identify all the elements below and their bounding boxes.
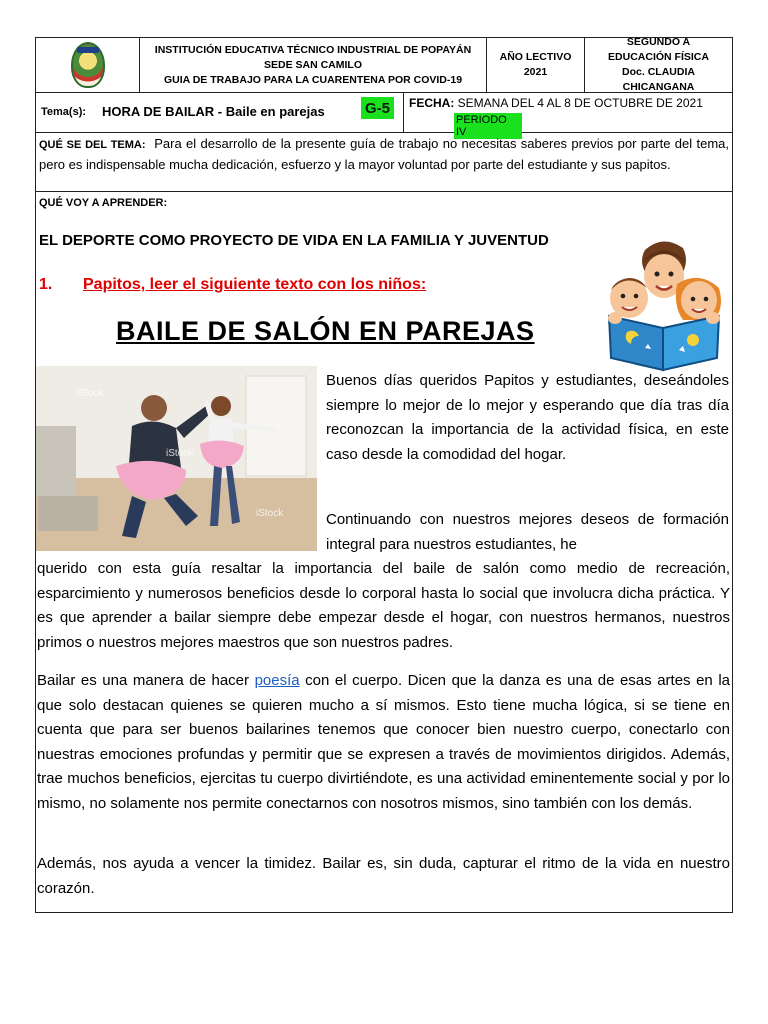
step-number: 1. <box>39 276 53 293</box>
topic-row <box>36 92 732 138</box>
topic-value: HORA DE BAILAR - Baile en parejas <box>102 104 325 119</box>
step-instruction: Papitos, leer el siguiente texto con los niños: <box>83 276 427 293</box>
grade-level: SEGUNDO A <box>626 36 691 48</box>
institution-campus: SEDE SAN CAMILO <box>263 58 362 71</box>
paragraph-dance-poetry <box>37 669 730 816</box>
step-1 <box>39 276 426 294</box>
watermark-3: iStock <box>256 508 284 519</box>
prior-knowledge-section <box>36 132 732 192</box>
year-cell <box>487 38 585 92</box>
period-badge: PERIODO IV <box>454 113 522 139</box>
year-label: AÑO LECTIVO <box>499 51 572 63</box>
prior-knowledge-label: QUÉ SE DEL TEMA: <box>39 139 146 151</box>
paragraph-greeting: Buenos días queridos Papitos y estudiantes, deseándoles siempre lo mejor de lo mejor y esperando que día tras día reconozcan la importancia de la actividad física, en este caso desde la comodidad del hogar. <box>326 372 729 463</box>
guide-code-badge: G-5 <box>361 97 394 119</box>
watermark-1: iStock <box>76 388 104 399</box>
p3-after: con el cuerpo. Dicen que la danza es una de esas artes en la que solo destacan quienes se quieren mucho a sí mismos. Esto tiene mucha lógica, si se tiene en cuenta que para ser buenos bailarines tenemos que conocer bien nuestro cuerpo, conectarlo con nuestras emociones profundas y permitir que se expresen a través de movimientos dirigidos. Además, trae muchos beneficios, ejercitas tu cuerpo divirtiéndote, es una actividad eminentemente social y por lo mismo, no solamente nos permite conectarnos con nosotros mismos, sino también con los demás. <box>37 672 730 812</box>
institution-cell <box>140 38 487 92</box>
grade-cell <box>585 38 732 92</box>
learning-label: QUÉ VOY A APRENDER: <box>39 197 168 209</box>
year-value: 2021 <box>523 66 548 78</box>
institution-name: INSTITUCIÓN EDUCATIVA TÉCNICO INDUSTRIAL DE POPAYÁN <box>154 43 472 56</box>
date-line <box>409 96 703 110</box>
header-table <box>36 38 732 93</box>
prior-knowledge-text: Para el desarrollo de la presente guía de trabajo no necesitas saberes previos por parte del tema, pero es indispensable mucha dedicación, esfuerzo y la mayor voluntad por parte del estudiante y sus papitos. <box>39 136 729 172</box>
poesia-link[interactable]: poesía <box>254 672 300 689</box>
main-title: EL DEPORTE COMO PROYECTO DE VIDA EN LA FAMILIA Y JUVENTUD <box>39 232 549 249</box>
guide-title: GUIA DE TRABAJO PARA LA CUARENTENA POR COVID-19 <box>163 73 463 86</box>
worksheet <box>35 37 733 913</box>
school-seal-icon <box>71 42 105 88</box>
paragraph-purpose-start: Continuando con nuestros mejores deseos de formación integral para nuestros estudiantes, he <box>326 511 729 553</box>
article-title: BAILE DE SALÓN EN PAREJAS <box>116 316 535 346</box>
paragraph-shyness: Además, nos ayuda a vencer la timidez. Bailar es, sin duda, capturar el ritmo de la vida en nuestro corazón. <box>37 855 730 897</box>
paragraph-purpose-cont: querido con esta guía resaltar la importancia del baile de salón como medio de recreación, esparcimiento y numerosos beneficios desde lo corporal hasta lo social que involucra dicha práctica. Y es que aprender a bailar siempre debe empezar desde el hogar, con nuestros hermanos, nuestros primos o nuestros mejores maestros que son nuestros padres. <box>37 560 730 651</box>
logo-cell <box>36 38 140 92</box>
date-value: SEMANA DEL 4 AL 8 DE OCTUBRE DE 2021 <box>457 96 703 110</box>
date-label: FECHA: <box>409 96 455 110</box>
p3-before: Bailar es una manera de hacer <box>37 672 255 689</box>
watermark-2: iStock <box>166 448 194 459</box>
father-daughter-dancing-photo <box>36 366 317 551</box>
subject: EDUCACIÓN FÍSICA <box>608 51 709 63</box>
topic-label: Tema(s): <box>41 106 87 118</box>
family-reading-book-icon <box>601 232 726 372</box>
teacher: Doc. CLAUDIA CHICANGANA <box>622 66 695 93</box>
topic-divider <box>403 92 404 132</box>
